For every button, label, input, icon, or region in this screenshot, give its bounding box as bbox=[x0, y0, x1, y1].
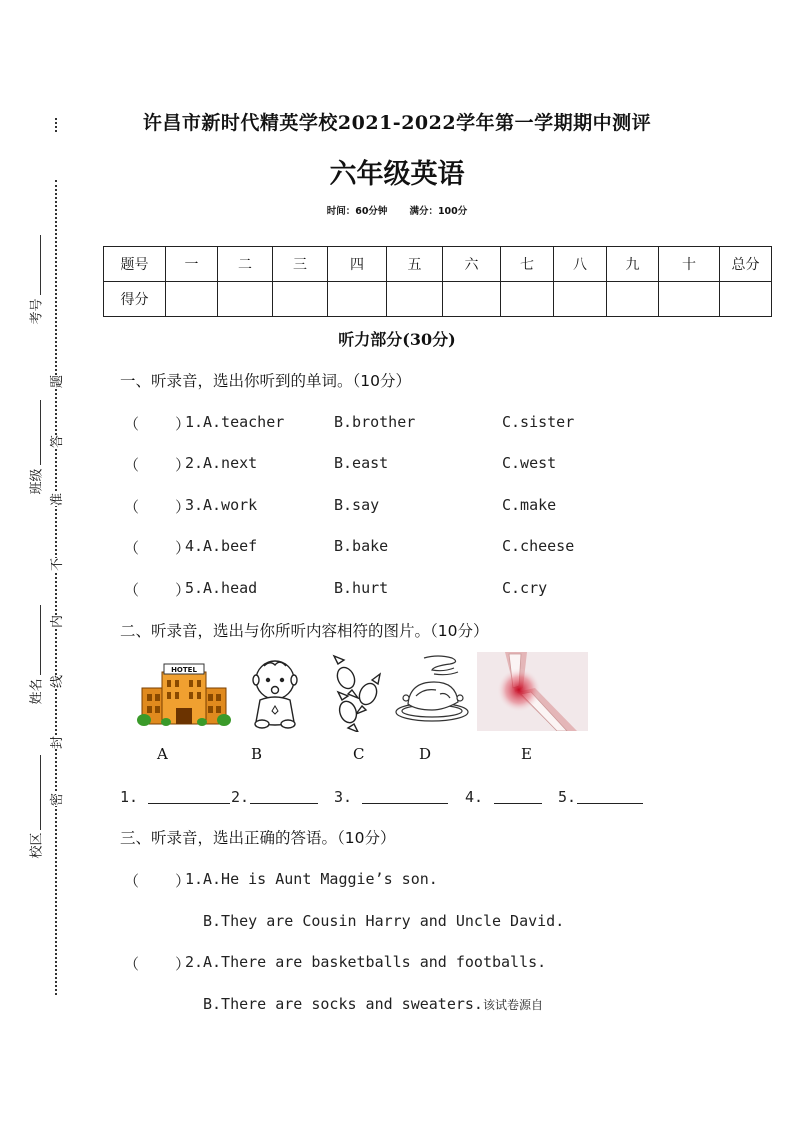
option-a: A.He is Aunt Maggie’s son. bbox=[203, 870, 438, 888]
answer-paren[interactable]: （ ） bbox=[124, 955, 191, 973]
table-cell: 题号 bbox=[104, 247, 166, 282]
score-cell[interactable] bbox=[387, 282, 443, 317]
question-number: 4. bbox=[185, 537, 204, 555]
answer-number: 4. bbox=[465, 788, 484, 806]
seal-char: 线 bbox=[46, 675, 65, 688]
candy-icon bbox=[328, 654, 386, 732]
answer-blank[interactable] bbox=[362, 803, 448, 804]
table-cell: 七 bbox=[501, 247, 554, 282]
table-cell: 九 bbox=[607, 247, 659, 282]
score-cell[interactable] bbox=[607, 282, 659, 317]
answer-number: 3. bbox=[334, 788, 353, 806]
subject-title: 六年级英语 bbox=[329, 159, 465, 190]
option-b: B.brother bbox=[334, 413, 416, 431]
picture-label-c: C bbox=[353, 745, 365, 763]
question-number: 2. bbox=[185, 454, 204, 472]
seal-char: 题 bbox=[46, 375, 65, 388]
picture-d bbox=[394, 654, 472, 724]
answer-blank[interactable] bbox=[148, 803, 230, 804]
question-number: 1. bbox=[185, 870, 204, 888]
margin-label-class: 班级 bbox=[29, 468, 45, 495]
score-cell[interactable] bbox=[501, 282, 554, 317]
option-b: B.east bbox=[334, 454, 389, 472]
option-b bbox=[203, 995, 543, 1013]
section2-heading: 二、听录音，选出与你所听内容相符的图片。（10分） bbox=[120, 622, 489, 640]
table-cell: 八 bbox=[554, 247, 607, 282]
option-a: A.head bbox=[203, 579, 258, 597]
answer-paren[interactable]: （ ） bbox=[124, 498, 191, 516]
option-c: C.cheese bbox=[502, 537, 575, 555]
option-b: B.say bbox=[334, 496, 380, 514]
margin-dotted-line bbox=[55, 180, 57, 995]
margin-blank-exam-number bbox=[40, 235, 41, 295]
answer-paren[interactable]: （ ） bbox=[124, 872, 191, 890]
score-cell[interactable] bbox=[554, 282, 607, 317]
score-cell[interactable] bbox=[273, 282, 328, 317]
option-c: C.sister bbox=[502, 413, 575, 431]
answer-paren[interactable]: （ ） bbox=[124, 581, 191, 599]
option-b: B.bake bbox=[334, 537, 389, 555]
picture-c bbox=[328, 654, 386, 732]
margin-blank-name bbox=[40, 605, 41, 675]
option-c: C.make bbox=[502, 496, 557, 514]
table-cell: 四 bbox=[328, 247, 387, 282]
answer-number: 5. bbox=[558, 788, 577, 806]
margin-blank-class bbox=[40, 400, 41, 465]
option-a: A.next bbox=[203, 454, 258, 472]
option-a: A.beef bbox=[203, 537, 258, 555]
margin-label-campus: 校区 bbox=[29, 832, 45, 859]
exam-info bbox=[0, 203, 794, 217]
answer-blank[interactable] bbox=[494, 803, 542, 804]
seal-char: 内 bbox=[46, 615, 65, 628]
seal-char: 准 bbox=[46, 493, 65, 506]
hotel-sign-text: HOTEL bbox=[171, 666, 197, 674]
option-c: C.west bbox=[502, 454, 557, 472]
exam-time: 时间：60分钟 bbox=[326, 206, 388, 217]
option-a: A.teacher bbox=[203, 413, 285, 431]
score-cell[interactable] bbox=[443, 282, 501, 317]
score-cell[interactable] bbox=[720, 282, 772, 317]
question-number: 5. bbox=[185, 579, 204, 597]
seal-char: 封 bbox=[46, 736, 65, 749]
exam-full-score: 满分：100分 bbox=[409, 206, 468, 217]
school-title: 许昌市新时代精英学校2021-2022学年第一学期期中测评 bbox=[142, 112, 652, 134]
answer-blank[interactable] bbox=[250, 803, 318, 804]
picture-label-d: D bbox=[419, 745, 432, 763]
question-number: 1. bbox=[185, 413, 204, 431]
score-cell[interactable] bbox=[328, 282, 387, 317]
seal-char: 不 bbox=[46, 558, 65, 571]
answer-number: 2. bbox=[231, 788, 250, 806]
score-table-score-row bbox=[104, 282, 772, 317]
picture-label-b: B bbox=[251, 745, 263, 763]
table-cell: 五 bbox=[387, 247, 443, 282]
picture-label-e: E bbox=[521, 745, 532, 763]
option-b: B.hurt bbox=[334, 579, 389, 597]
table-cell: 十 bbox=[659, 247, 720, 282]
answer-paren[interactable]: （ ） bbox=[124, 415, 191, 433]
table-cell: 得分 bbox=[104, 282, 166, 317]
option-a: A.There are basketballs and footballs. bbox=[203, 953, 547, 971]
table-cell: 三 bbox=[273, 247, 328, 282]
hotel-icon bbox=[136, 658, 232, 730]
question-number: 3. bbox=[185, 496, 204, 514]
table-cell: 一 bbox=[166, 247, 218, 282]
option-b: B.They are Cousin Harry and Uncle David. bbox=[203, 912, 565, 930]
picture-b bbox=[244, 656, 306, 730]
answer-paren[interactable]: （ ） bbox=[124, 539, 191, 557]
table-cell: 六 bbox=[443, 247, 501, 282]
roast-chicken-icon bbox=[394, 654, 472, 724]
margin-blank-campus bbox=[40, 755, 41, 830]
picture-label-a: A bbox=[157, 745, 168, 763]
section3-heading: 三、听录音，选出正确的答语。（10分） bbox=[120, 829, 396, 847]
source-note: 该试卷源自 bbox=[482, 998, 543, 1012]
section1-heading: 一、听录音，选出你听到的单词。（10分） bbox=[120, 372, 411, 390]
margin-label-exam-number: 考号 bbox=[29, 298, 45, 325]
listening-title: 听力部分(30分) bbox=[338, 330, 456, 349]
option-a: A.work bbox=[203, 496, 258, 514]
seal-char: 密 bbox=[46, 793, 65, 806]
question-number: 2. bbox=[185, 953, 204, 971]
answer-paren[interactable]: （ ） bbox=[124, 456, 191, 474]
table-cell: 总分 bbox=[720, 247, 772, 282]
seal-char: 答 bbox=[46, 435, 65, 448]
baby-icon bbox=[244, 656, 306, 730]
score-cell[interactable] bbox=[659, 282, 720, 317]
score-table bbox=[103, 246, 772, 317]
answer-blank[interactable] bbox=[577, 803, 643, 804]
score-cell[interactable] bbox=[166, 282, 218, 317]
score-table-header-row bbox=[104, 247, 772, 282]
picture-a bbox=[136, 658, 232, 730]
option-c: C.cry bbox=[502, 579, 548, 597]
picture-e bbox=[477, 652, 588, 731]
option-b-text: B.There are socks and sweaters. bbox=[203, 995, 483, 1013]
score-cell[interactable] bbox=[218, 282, 273, 317]
table-cell: 二 bbox=[218, 247, 273, 282]
knee-pain-icon bbox=[477, 652, 588, 731]
answer-number: 1. bbox=[120, 788, 139, 806]
margin-label-name: 姓名 bbox=[29, 678, 45, 705]
